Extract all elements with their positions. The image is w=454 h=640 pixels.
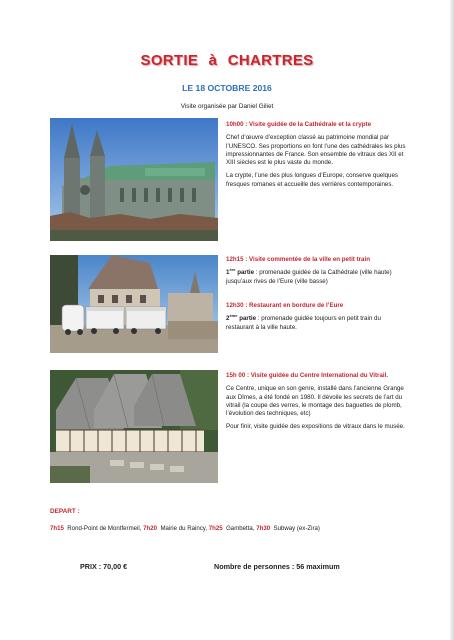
stained-glass-description: Ce Centre, unique en son genre, installé dans l’ancienne Grange aux Dîmes, a été fondé en 1980. Il dévoile les secrets de l’art du vitrail (la coupe des verres, le montage des baguettes de plomb, l’évolution des techniques, etc) xyxy=(226,385,404,418)
part2-superscript: ème xyxy=(229,313,238,319)
stained-glass-centre-photo xyxy=(50,370,218,483)
price: PRIX : 70,00 € xyxy=(80,562,128,571)
departure-place: Rond-Point de Montfermeil, xyxy=(67,525,142,532)
restaurant-heading: 12h30 : Restaurant en bordure de l’Eure xyxy=(226,302,344,309)
organizer-line: Visite organisée par Daniel Giliet xyxy=(180,103,274,110)
cathedral-visit-heading: 10h00 : Visite guidée de la Cathédrale et la crypte xyxy=(226,121,372,128)
train-tour-section xyxy=(226,256,408,286)
departure-heading: DEPART : xyxy=(50,508,80,515)
part1-number: 1 xyxy=(226,269,230,277)
train-tour-heading: 12h15 : Visite commentée de la ville en petit train xyxy=(226,256,370,263)
stained-glass-heading: 15h 00 : Visite guidée du Centre International du Vitrail. xyxy=(226,372,389,379)
little-train-photo xyxy=(50,255,218,353)
event-date: LE 18 OCTOBRE 2016 xyxy=(182,83,272,93)
departure-place: Mairie du Raincy, xyxy=(160,525,208,532)
crypt-description: La crypte, l’une des plus longues d’Europe, conserve quelques fresques romanes et accueille des verrières contemporaines. xyxy=(226,172,398,188)
cathedral-visit-section xyxy=(226,121,408,189)
part2-text: : promenade guidée toujours en petit train du restaurant à la ville haute. xyxy=(226,315,381,331)
train-tour-part2 xyxy=(226,315,408,332)
document-title: SORTIE à CHARTRES xyxy=(140,52,314,69)
part1-label: partie xyxy=(235,269,255,277)
page-edge-shadow xyxy=(450,0,454,640)
max-participants: Nombre de personnes : 56 maximum xyxy=(214,562,340,571)
departure-time: 7h30 xyxy=(256,525,271,532)
departure-place: Gambetta, xyxy=(226,525,255,532)
departure-time: 7h20 xyxy=(143,525,158,532)
restaurant-section xyxy=(226,302,408,332)
exhibition-description: Pour finir, visite guidée des expositions de vitraux dans le musée. xyxy=(226,423,405,431)
cathedral-description: Chef d’œuvre d’exception classé au patrimoine mondial par l’UNESCO. Ses proportions en font l’une des cathédrales les plus impressionnantes de France. Son ensemble de vitraux des XII et XIII siècles est le plus vaste du monde. xyxy=(226,134,406,167)
part2-label: partie xyxy=(237,315,257,323)
departure-place: Subway (ex-Zira) xyxy=(273,525,320,532)
cathedral-photo xyxy=(50,118,218,241)
part2-number: 2 xyxy=(226,315,230,323)
part1-superscript: ère xyxy=(229,267,236,273)
stained-glass-section xyxy=(226,372,408,432)
part1-text: : promenade guidée de la Cathédrale (ville haute) jusqu’aux rives de l’Eure (ville basse) xyxy=(226,269,392,285)
departure-schedule xyxy=(50,525,320,532)
train-tour-part1 xyxy=(226,269,408,286)
departure-time: 7h25 xyxy=(208,525,223,532)
departure-time: 7h15 xyxy=(50,525,64,532)
